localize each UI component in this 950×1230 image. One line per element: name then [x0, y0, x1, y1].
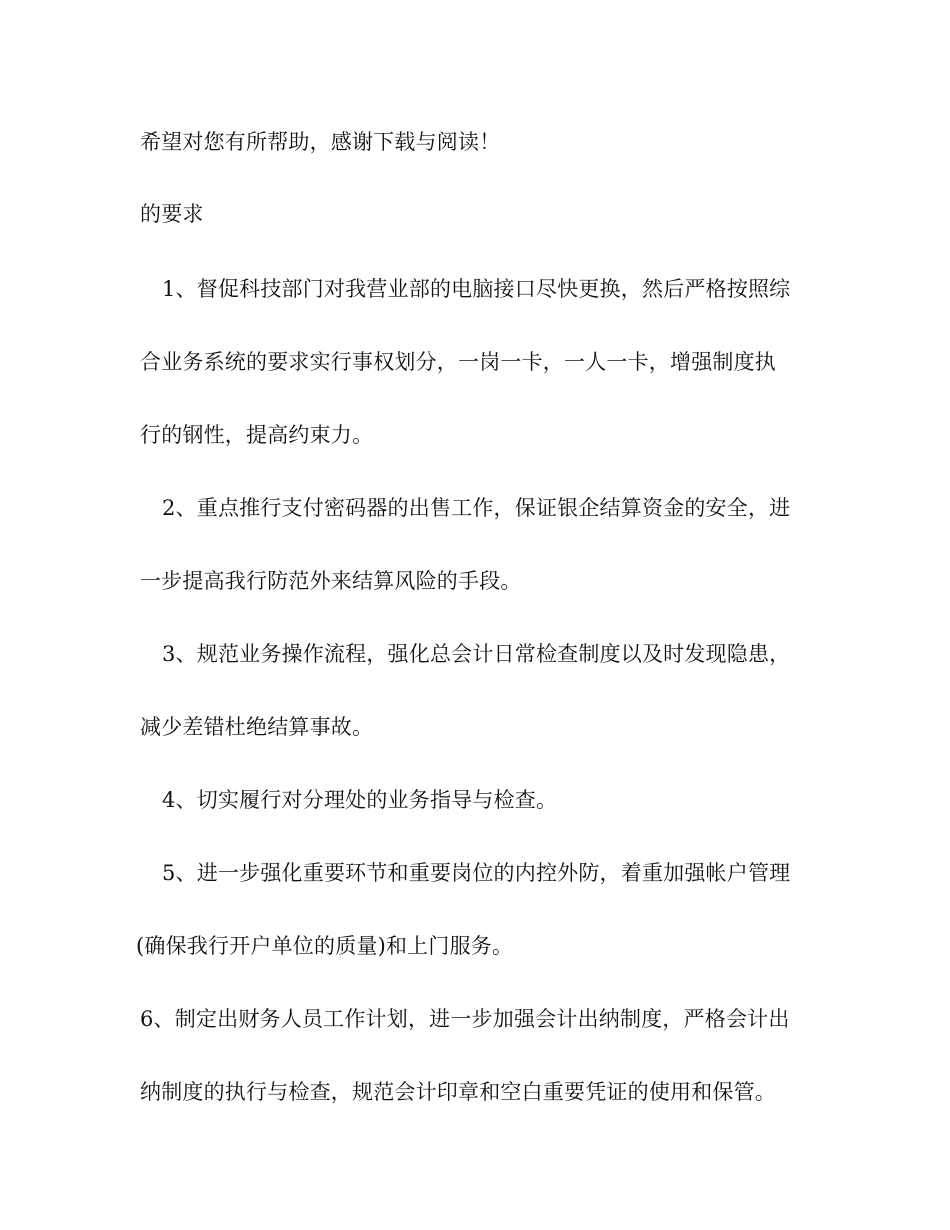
item-6-line-2: 纳制度的执行与检查，规范会计印章和空白重要凭证的使用和保管。 — [140, 1080, 776, 1104]
closing-line: 希望对您有所帮助，感谢下载与阅读！ — [140, 130, 501, 154]
item-1-line-1: 1、督促科技部门对我营业部的电脑接口尽快更换，然后严格按照综 — [162, 277, 791, 301]
item-3-line-2: 减少差错杜绝结算事故。 — [140, 715, 374, 739]
item-3-line-1: 3、规范业务操作流程，强化总会计日常检查制度以及时发现隐患， — [162, 642, 791, 666]
item-2-line-1: 2、重点推行支付密码器的出售工作，保证银企结算资金的安全，进 — [162, 496, 791, 520]
item-1-line-3: 行的钢性，提高约束力。 — [140, 423, 374, 447]
item-4-line-1: 4、切实履行对分理处的业务指导与检查。 — [162, 788, 558, 812]
item-2-line-2: 一步提高我行防范外来结算风险的手段。 — [140, 569, 522, 593]
item-5-line-2: (确保我行开户单位的质量)和上门服务。 — [136, 934, 514, 958]
item-1-line-2: 合业务系统的要求实行事权划分，一岗一卡，一人一卡，增强制度执 — [140, 350, 776, 374]
item-5-line-1: 5、进一步强化重要环节和重要岗位的内控外防，着重加强帐户管理 — [162, 861, 791, 885]
item-6-line-1: 6、制定出财务人员工作计划，进一步加强会计出纳制度，严格会计出 — [140, 1007, 790, 1031]
section-heading: 的要求 — [140, 202, 204, 226]
